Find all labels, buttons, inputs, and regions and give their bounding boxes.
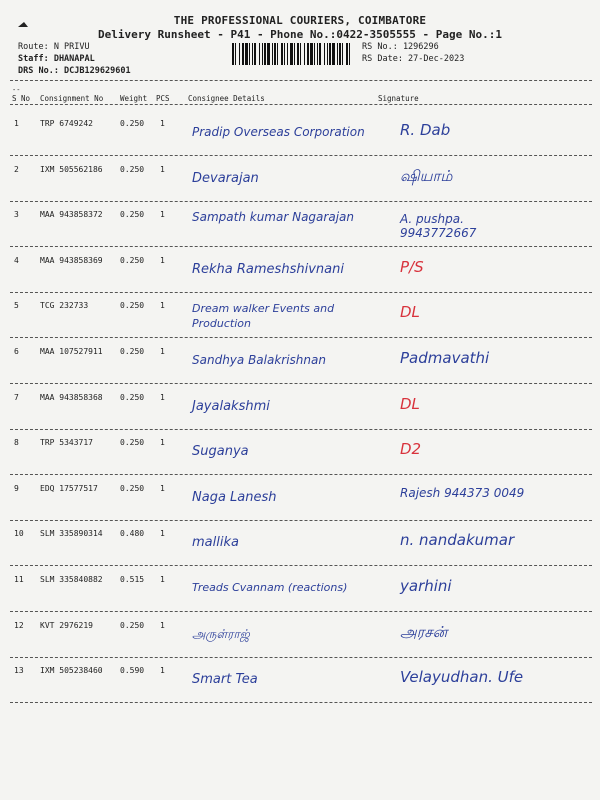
row-weight: 0.250 — [120, 347, 145, 356]
row-consignment-no: MAA 107527911 — [40, 347, 103, 356]
row-sno: 12 — [14, 621, 24, 630]
row-sno: 5 — [14, 301, 19, 310]
staff-label: Staff: DHANAPAL — [18, 54, 95, 64]
row-consignee-handwritten: Rekha Rameshshivnani — [192, 262, 344, 277]
row-consignment-no: MAA 943858368 — [40, 393, 103, 402]
row-divider — [10, 246, 592, 247]
row-consignee-handwritten: Naga Lanesh — [192, 490, 277, 505]
row-pcs: 1 — [160, 438, 165, 447]
row-divider — [10, 155, 592, 156]
row-signature: A. pushpa. 9943772667 — [400, 212, 477, 240]
row-sno: 7 — [14, 393, 19, 402]
row-sno: 13 — [14, 666, 24, 675]
row-consignment-no: IXM 505238460 — [40, 666, 103, 675]
row-sno: 9 — [14, 484, 19, 493]
row-pcs: 1 — [160, 393, 165, 402]
row-sno: 8 — [14, 438, 19, 447]
row-weight: 0.250 — [120, 621, 145, 630]
row-divider — [10, 611, 592, 612]
barcode — [232, 43, 350, 65]
divider — [10, 80, 592, 81]
row-signature: Velayudhan. Ufe — [400, 668, 524, 686]
row-pcs: 1 — [160, 621, 165, 630]
runsheet-subtitle: Delivery Runsheet - P41 - Phone No.:0422-3505555 - Page No.:1 — [98, 28, 502, 41]
row-weight: 0.250 — [120, 301, 145, 310]
divider — [10, 104, 592, 105]
row-sno: 6 — [14, 347, 19, 356]
row-weight: 0.250 — [120, 210, 145, 219]
row-signature: n. nandakumar — [400, 531, 515, 549]
rs-date: RS Date: 27-Dec-2023 — [362, 54, 465, 64]
row-consignment-no: SLM 335890314 — [40, 529, 103, 538]
row-sno: 4 — [14, 256, 19, 265]
row-weight: 0.250 — [120, 165, 145, 174]
row-consignee-handwritten: Devarajan — [192, 171, 259, 186]
row-divider — [10, 702, 592, 703]
row-divider — [10, 337, 592, 338]
row-divider — [10, 565, 592, 566]
row-pcs: 1 — [160, 256, 165, 265]
row-signature: D2 — [400, 440, 422, 458]
row-consignment-no: EDQ 17577517 — [40, 484, 98, 493]
row-consignee-handwritten: Smart Tea — [192, 672, 258, 687]
row-consignee-handwritten: Jayalakshmi — [192, 399, 270, 414]
col-header-pcs: PCS — [156, 94, 170, 103]
col-header-consignment: Consignment No — [40, 94, 104, 103]
row-consignee-handwritten: Treads Cvannam (reactions) — [192, 581, 348, 594]
row-weight: 0.480 — [120, 529, 145, 538]
row-signature: Padmavathi — [400, 349, 490, 367]
row-weight: 0.250 — [120, 484, 145, 493]
row-pcs: 1 — [160, 666, 165, 675]
row-pcs: 1 — [160, 301, 165, 310]
row-weight: 0.250 — [120, 393, 145, 402]
row-sno: 10 — [14, 529, 24, 538]
row-weight: 0.590 — [120, 666, 145, 675]
row-sno: 1 — [14, 119, 19, 128]
col-header-consignee: Consignee Details — [188, 94, 265, 103]
col-header-signature: Signature — [378, 94, 419, 103]
row-consignment-no: TRP 6749242 — [40, 119, 93, 128]
row-consignee-handwritten: Sandhya Balakrishnan — [192, 353, 326, 367]
row-consignee-handwritten: Sampath kumar Nagarajan — [192, 210, 354, 224]
row-consignee-handwritten: mallika — [192, 535, 239, 550]
row-divider — [10, 383, 592, 384]
row-weight: 0.250 — [120, 119, 145, 128]
row-consignee-handwritten: அருள்ராஜ் — [192, 627, 250, 641]
row-signature: P/S — [400, 258, 424, 276]
row-signature: ஷியாம் — [400, 167, 453, 185]
row-weight: 0.250 — [120, 256, 145, 265]
row-consignment-no: MAA 943858369 — [40, 256, 103, 265]
row-consignee-handwritten: Suganya — [192, 444, 249, 459]
rs-number: RS No.: 1296296 — [362, 42, 439, 52]
row-weight: 0.250 — [120, 438, 145, 447]
row-consignment-no: KVT 2976219 — [40, 621, 93, 630]
row-pcs: 1 — [160, 119, 165, 128]
row-divider — [10, 429, 592, 430]
row-consignee-handwritten: Pradip Overseas Corporation — [192, 125, 365, 139]
row-signature: R. Dab — [400, 121, 451, 139]
row-pcs: 1 — [160, 529, 165, 538]
row-divider — [10, 520, 592, 521]
row-consignment-no: TCG 232733 — [40, 301, 89, 310]
route-label: Route: N PRIVU — [18, 42, 90, 52]
row-consignment-no: SLM 335840882 — [40, 575, 103, 584]
row-divider — [10, 657, 592, 658]
col-header-sno: S No — [12, 94, 31, 103]
row-signature: DL — [400, 395, 420, 413]
row-signature: yarhini — [400, 577, 452, 595]
row-consignment-no: MAA 943858372 — [40, 210, 103, 219]
row-divider — [10, 201, 592, 202]
row-sno: 11 — [14, 575, 24, 584]
row-signature: அரசன் — [400, 623, 448, 641]
row-pcs: 1 — [160, 484, 165, 493]
drs-label: DRS No.: DCJB129629601 — [18, 66, 131, 76]
row-sno: 2 — [14, 165, 19, 174]
column-marker: -- — [12, 86, 21, 94]
row-pcs: 1 — [160, 347, 165, 356]
row-consignee-handwritten: Dream walker Events and Production — [192, 302, 335, 330]
row-pcs: 1 — [160, 165, 165, 174]
row-pcs: 1 — [160, 575, 165, 584]
row-consignment-no: TRP 5343717 — [40, 438, 93, 447]
row-pcs: 1 — [160, 210, 165, 219]
company-title: THE PROFESSIONAL COURIERS, COIMBATORE — [173, 14, 427, 27]
col-header-weight: Weight — [120, 94, 148, 103]
row-consignment-no: IXM 505562186 — [40, 165, 103, 174]
row-signature: Rajesh 944373 0049 — [400, 486, 525, 500]
row-weight: 0.515 — [120, 575, 145, 584]
row-signature: DL — [400, 303, 420, 321]
row-divider — [10, 474, 592, 475]
row-divider — [10, 292, 592, 293]
row-sno: 3 — [14, 210, 19, 219]
